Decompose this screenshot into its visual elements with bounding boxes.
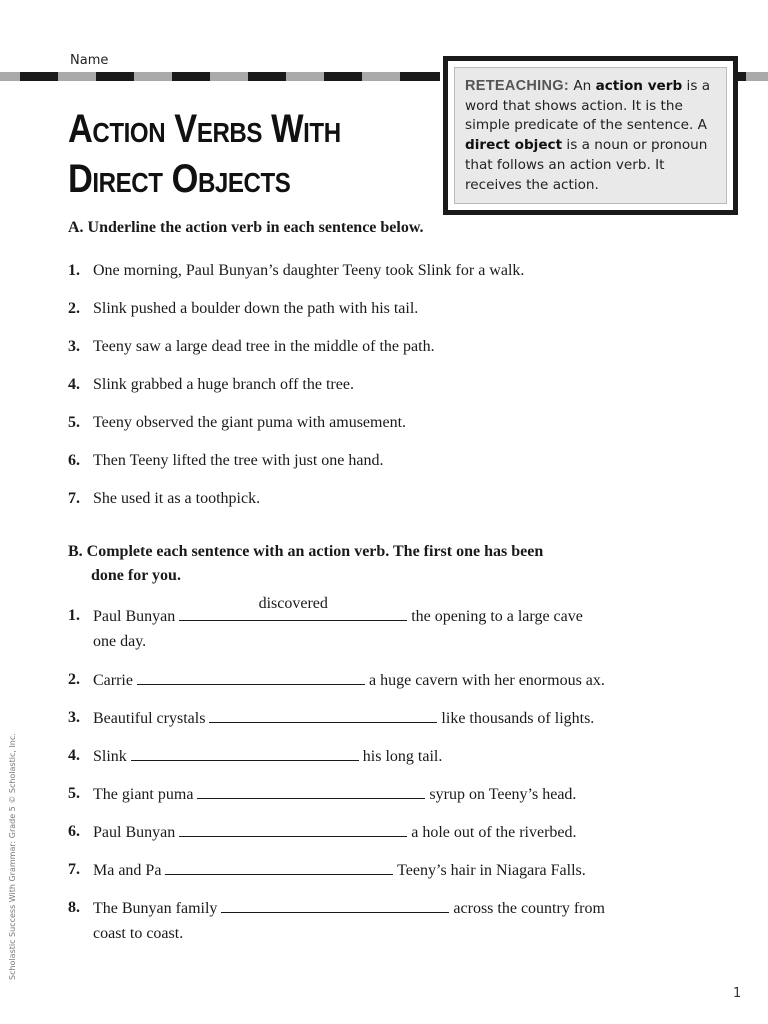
item-number: 4. (68, 747, 80, 764)
sentence-continuation: one day. (93, 633, 147, 650)
sentence-line (93, 822, 577, 843)
answer-blank[interactable] (131, 746, 359, 761)
item-number: 2. (68, 300, 80, 317)
term-action-verb: action verb (595, 78, 683, 94)
sentence-text[interactable]: One morning, Paul Bunyan’s daughter Teeny took Slink for a walk. (93, 262, 525, 279)
sentence-text-before: Ma and Pa (93, 862, 166, 879)
sentence-line (93, 898, 605, 919)
sentence-text-before: The Bunyan family (93, 900, 222, 917)
sentence-text[interactable]: Slink grabbed a huge branch off the tree. (93, 376, 354, 393)
name-label: Name (70, 53, 109, 68)
answer-blank[interactable] (179, 822, 407, 837)
reteaching-text-2: is a word that shows action. It is the simple predicate of the sentence. A (465, 78, 711, 134)
item-number: 6. (68, 452, 80, 469)
item-number: 6. (68, 823, 80, 840)
item-number: 3. (68, 709, 80, 726)
reteaching-text (454, 67, 727, 204)
sentence-text-before: Paul Bunyan (93, 608, 180, 625)
item-number: 7. (68, 490, 80, 507)
answer-blank[interactable] (179, 595, 407, 621)
item-number: 8. (68, 899, 80, 916)
page-title (68, 104, 386, 204)
item-number: 7. (68, 861, 80, 878)
item-number: 3. (68, 338, 80, 355)
sentence-text-after: a huge cavern with her enormous ax. (364, 672, 605, 689)
sentence-text[interactable]: Teeny observed the giant puma with amusement. (93, 414, 407, 431)
section-b-heading-line-1: B. Complete each sentence with an action verb. The first one has been (68, 543, 544, 560)
section-a-heading: A. Underline the action verb in each sentence below. (68, 219, 424, 236)
term-direct-object: direct object (465, 137, 563, 154)
reteaching-text-3: is a noun or pronoun that follows an action verb. It receives the action. (465, 137, 708, 193)
item-number: 4. (68, 376, 80, 393)
sentence-continuation: coast to coast. (93, 925, 184, 942)
answer-blank[interactable] (197, 784, 425, 799)
sentence-line (93, 670, 605, 691)
section-b-heading-line-2: done for you. (91, 567, 181, 584)
sentence-text-before: The giant puma (93, 786, 198, 803)
sentence-text-before: Paul Bunyan (93, 824, 180, 841)
page-number: 1 (733, 986, 742, 1001)
answer-blank[interactable] (221, 898, 449, 913)
title-line-2: Direct Objects (68, 157, 291, 201)
sentence-line (93, 860, 586, 881)
item-number: 5. (68, 414, 80, 431)
sentence-text-after: Teeny’s hair in Niagara Falls. (393, 862, 586, 879)
reteaching-box (443, 56, 738, 215)
item-number: 1. (68, 607, 80, 624)
sentence-line (93, 708, 594, 729)
item-number: 5. (68, 785, 80, 802)
sentence-text-after: a hole out of the riverbed. (407, 824, 577, 841)
answer-blank[interactable] (209, 708, 437, 723)
header-stripe-bar-right (734, 72, 768, 81)
sentence-text[interactable]: Slink pushed a boulder down the path with his tail. (93, 300, 419, 317)
copyright-side-text: Scholastic Success With Grammar: Grade 5 © Scholastic, Inc. (8, 733, 17, 980)
reteaching-text-1: An (569, 78, 596, 94)
header-stripe-bar (0, 72, 440, 81)
sentence-text[interactable]: She used it as a toothpick. (93, 490, 261, 507)
sentence-text-before: Slink (93, 748, 131, 765)
sentence-line (93, 784, 576, 805)
sentence-text-before: Beautiful crystals (93, 710, 210, 727)
item-number: 1. (68, 262, 80, 279)
reteaching-label: RETEACHING: (465, 78, 569, 94)
sentence-text[interactable]: Then Teeny lifted the tree with just one hand. (93, 452, 384, 469)
sentence-text[interactable]: Teeny saw a large dead tree in the middle of the path. (93, 338, 435, 355)
answer-blank[interactable] (165, 860, 393, 875)
sentence-text-after: the opening to a large cave (407, 608, 583, 625)
sentence-line (93, 746, 442, 767)
sentence-text-after: across the country from (449, 900, 605, 917)
title-line-1: Action Verbs With (68, 107, 341, 151)
answer-text: discovered (258, 595, 328, 612)
sentence-text-after: his long tail. (358, 748, 443, 765)
answer-blank[interactable] (137, 670, 365, 685)
sentence-text-after: like thousands of lights. (437, 710, 595, 727)
sentence-text-before: Carrie (93, 672, 137, 689)
item-number: 2. (68, 671, 80, 688)
sentence-line (93, 595, 583, 627)
sentence-text-after: syrup on Teeny’s head. (425, 786, 577, 803)
